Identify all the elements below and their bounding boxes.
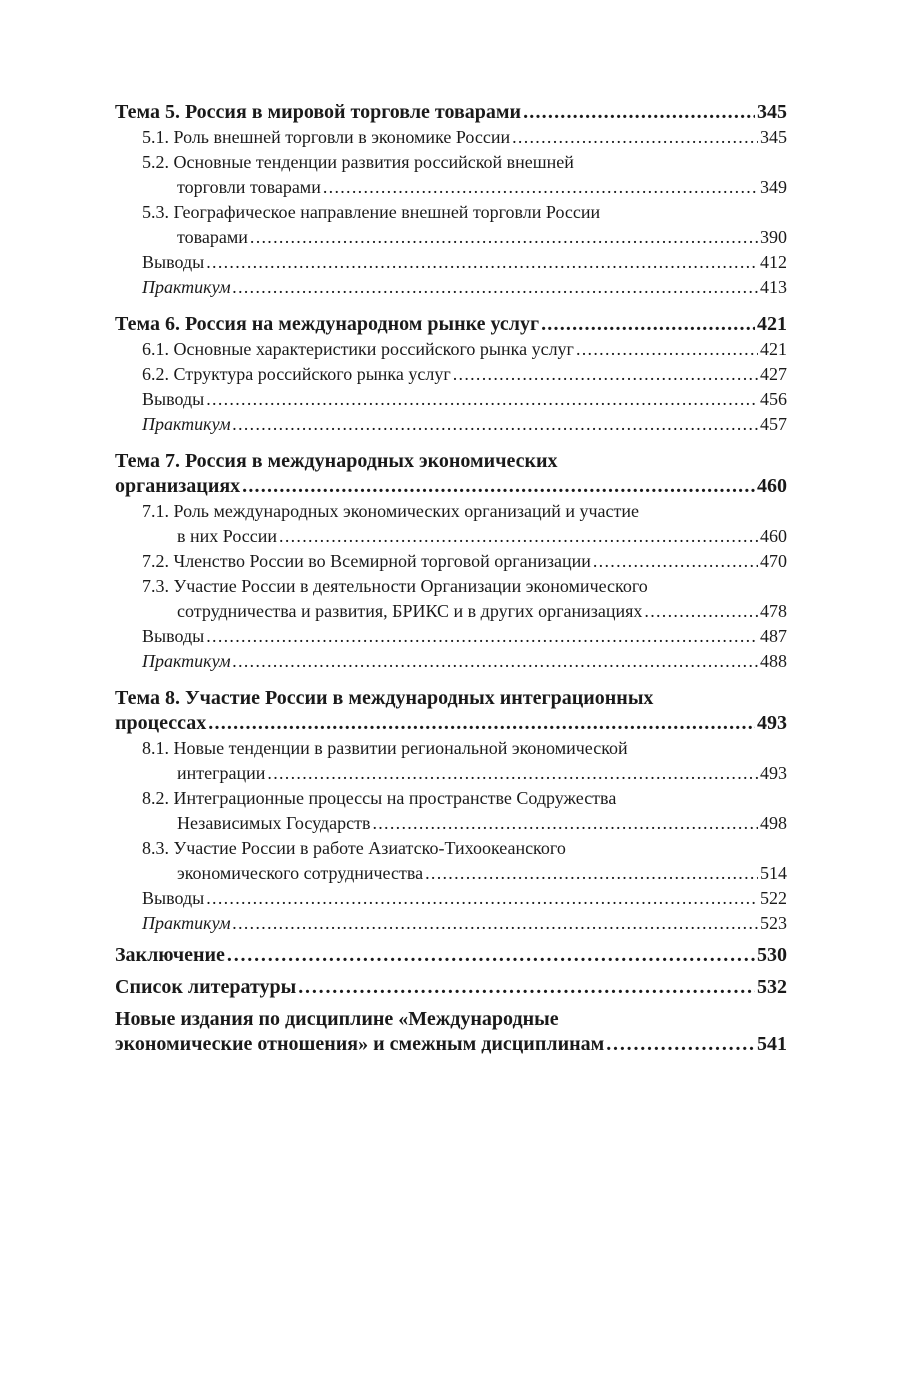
toc-new-editions[interactable]	[115, 1007, 787, 1057]
toc-section-8-2[interactable]	[115, 786, 787, 836]
toc-section-title: Практикум	[142, 651, 231, 671]
toc-section-title: 7.3. Участие России в деятельности Организации экономического	[142, 576, 648, 596]
toc-section-6-2[interactable]	[115, 362, 787, 387]
toc-section-title-cont: торговли товарами	[177, 177, 321, 197]
toc-page-number: 498	[760, 813, 787, 833]
toc-page-number: 412	[760, 252, 787, 272]
toc-conclusion[interactable]	[115, 943, 787, 968]
toc-section-title-cont: сотрудничества и развития, БРИКС и в других организациях	[177, 601, 643, 621]
toc-page-number: 413	[760, 277, 787, 297]
toc-page-number: 349	[760, 177, 787, 197]
toc-section-5-2[interactable]	[115, 150, 787, 200]
toc-topic-title: Тема 6. Россия на международном рынке услуг	[115, 313, 540, 335]
toc-section-title: Практикум	[142, 913, 231, 933]
toc-section-title-cont: в них России	[177, 526, 278, 546]
toc-page-number: 523	[760, 913, 787, 933]
leader-dots	[242, 474, 755, 499]
toc-section-title: 5.1. Роль внешней торговли в экономике России	[142, 127, 511, 147]
toc-page-number: 532	[757, 976, 787, 998]
leader-dots	[227, 943, 755, 968]
toc-conclusions-5[interactable]	[115, 250, 787, 275]
toc-section-title: 6.2. Структура российского рынка услуг	[142, 364, 451, 384]
toc-section-title: 8.2. Интеграционные процессы на пространстве Содружества	[142, 788, 617, 808]
leader-dots	[644, 599, 758, 624]
toc-conclusions-6[interactable]	[115, 387, 787, 412]
toc-practicum-8[interactable]	[115, 911, 787, 936]
toc-section-7-2[interactable]	[115, 549, 787, 574]
toc-section-title: 5.2. Основные тенденции развития российской внешней	[142, 152, 574, 172]
toc-practicum-6[interactable]	[115, 412, 787, 437]
toc-section-title: Практикум	[142, 414, 231, 434]
toc-section-title: 5.3. Географическое направление внешней торговли России	[142, 202, 601, 222]
toc-references[interactable]	[115, 975, 787, 1000]
leader-dots	[453, 362, 758, 387]
leader-dots	[206, 250, 758, 275]
toc-topic-title: Список литературы	[115, 976, 297, 998]
toc-section-5-1[interactable]	[115, 125, 787, 150]
toc-page-number: 457	[760, 414, 787, 434]
toc-page-number: 345	[757, 101, 787, 123]
leader-dots	[206, 387, 758, 412]
toc-section-8-3[interactable]	[115, 836, 787, 886]
leader-dots	[372, 811, 758, 836]
toc-section-title: Выводы	[142, 252, 205, 272]
toc-section-5-3[interactable]	[115, 200, 787, 250]
leader-dots	[606, 1032, 755, 1057]
toc-practicum-5[interactable]	[115, 275, 787, 300]
leader-dots	[425, 861, 758, 886]
toc-page-number: 427	[760, 364, 787, 384]
toc-topic-title: Тема 5. Россия в мировой торговле товарами	[115, 101, 522, 123]
leader-dots	[206, 886, 758, 911]
toc-page-number: 390	[760, 227, 787, 247]
toc-page-number: 345	[760, 127, 787, 147]
toc-section-7-3[interactable]	[115, 574, 787, 624]
leader-dots	[267, 761, 758, 786]
toc-section-title: Выводы	[142, 626, 205, 646]
leader-dots	[233, 911, 758, 936]
toc-section-title: Практикум	[142, 277, 231, 297]
toc-page-number: 421	[760, 339, 787, 359]
toc-page-number: 478	[760, 601, 787, 621]
toc-section-6-1[interactable]	[115, 337, 787, 362]
leader-dots	[279, 524, 758, 549]
toc-topic-title-cont: организациях	[115, 475, 241, 497]
table-of-contents	[115, 100, 787, 1057]
toc-section-7-1[interactable]	[115, 499, 787, 549]
toc-section-title: Выводы	[142, 888, 205, 908]
toc-section-title: 8.1. Новые тенденции в развитии региональной экономической	[142, 738, 628, 758]
toc-topic-5[interactable]	[115, 100, 787, 125]
toc-page-number: 493	[760, 763, 787, 783]
toc-topic-8[interactable]	[115, 686, 787, 736]
leader-dots	[541, 312, 755, 337]
toc-topic-title: Тема 7. Россия в международных экономических	[115, 450, 558, 472]
toc-section-title: 7.1. Роль международных экономических организаций и участие	[142, 501, 639, 521]
toc-conclusions-7[interactable]	[115, 624, 787, 649]
leader-dots	[323, 175, 758, 200]
toc-page-number: 460	[760, 526, 787, 546]
toc-section-title: 7.2. Членство России во Всемирной торговой организации	[142, 551, 591, 571]
leader-dots	[593, 549, 758, 574]
leader-dots	[206, 624, 758, 649]
toc-page-number: 488	[760, 651, 787, 671]
toc-topic-title: Новые издания по дисциплине «Международные	[115, 1008, 559, 1030]
leader-dots	[576, 337, 758, 362]
toc-section-title-cont: экономического сотрудничества	[177, 863, 424, 883]
toc-topic-7[interactable]	[115, 449, 787, 499]
toc-section-title: 6.1. Основные характеристики российского рынка услуг	[142, 339, 574, 359]
toc-page-number: 421	[757, 313, 787, 335]
toc-conclusions-8[interactable]	[115, 886, 787, 911]
toc-section-8-1[interactable]	[115, 736, 787, 786]
toc-section-title-cont: Независимых Государств	[177, 813, 371, 833]
toc-page-number: 456	[760, 389, 787, 409]
toc-page-number: 514	[760, 863, 787, 883]
leader-dots	[512, 125, 758, 150]
leader-dots	[233, 649, 758, 674]
leader-dots	[523, 100, 755, 125]
toc-page-number: 530	[757, 944, 787, 966]
toc-page-number: 460	[757, 475, 787, 497]
toc-page-number: 487	[760, 626, 787, 646]
leader-dots	[233, 275, 758, 300]
toc-topic-6[interactable]	[115, 312, 787, 337]
leader-dots	[250, 225, 758, 250]
toc-topic-title-cont: экономические отношения» и смежным дисциплинам	[115, 1033, 605, 1055]
toc-section-title: Выводы	[142, 389, 205, 409]
toc-section-title-cont: товарами	[177, 227, 248, 247]
toc-page-number: 470	[760, 551, 787, 571]
toc-topic-title: Заключение	[115, 944, 225, 966]
toc-topic-title-cont: процессах	[115, 712, 207, 734]
leader-dots	[233, 412, 758, 437]
toc-topic-title: Тема 8. Участие России в международных интеграционных	[115, 687, 654, 709]
leader-dots	[298, 975, 755, 1000]
toc-practicum-7[interactable]	[115, 649, 787, 674]
toc-section-title-cont: интеграции	[177, 763, 266, 783]
toc-page-number: 522	[760, 888, 787, 908]
leader-dots	[208, 711, 755, 736]
toc-page-number: 541	[757, 1033, 787, 1055]
toc-section-title: 8.3. Участие России в работе Азиатско-Тихоокеанского	[142, 838, 566, 858]
toc-page-number: 493	[757, 712, 787, 734]
